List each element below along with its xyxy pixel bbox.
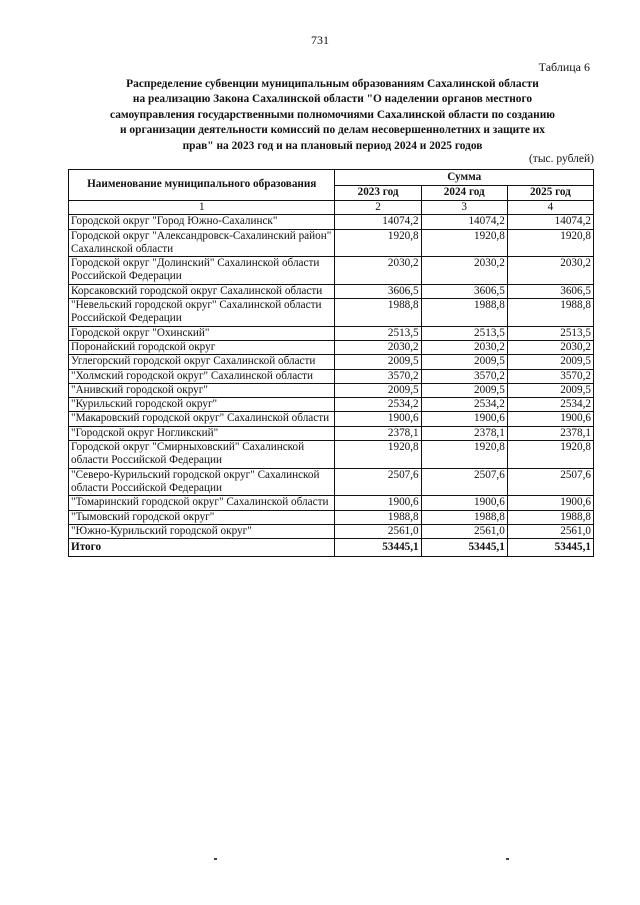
municipality-name: "Курильский городской округ" bbox=[69, 398, 335, 412]
value-2023: 1900,6 bbox=[335, 496, 421, 510]
table-row bbox=[69, 326, 594, 340]
table-row bbox=[69, 398, 594, 412]
value-2024: 2534,2 bbox=[421, 398, 507, 412]
title-line: самоуправления государственными полномочиями Сахалинской области по созданию bbox=[110, 108, 555, 121]
municipality-name: "Макаровский городской округ" Сахалинской области bbox=[69, 412, 335, 426]
value-2024: 3570,2 bbox=[421, 369, 507, 383]
scan-mark bbox=[214, 858, 217, 860]
municipality-name: Городской округ "Долинский" Сахалинской области Российской Федерации bbox=[69, 257, 335, 285]
value-2024: 1988,8 bbox=[421, 510, 507, 524]
scan-mark bbox=[506, 858, 509, 860]
municipality-name: Углегорский городской округ Сахалинской области bbox=[69, 355, 335, 369]
value-2023: 3606,5 bbox=[335, 284, 421, 298]
table-row bbox=[69, 383, 594, 397]
municipality-name: "Анивский городской округ" bbox=[69, 383, 335, 397]
value-2023: 1988,8 bbox=[335, 299, 421, 327]
value-2023: 2534,2 bbox=[335, 398, 421, 412]
municipality-name: Корсаковский городской округ Сахалинской области bbox=[69, 284, 335, 298]
table-row bbox=[69, 510, 594, 524]
value-2025: 2534,2 bbox=[507, 398, 593, 412]
municipality-name: "Северо-Курильский городской округ" Сахалинской области Российской Федерации bbox=[69, 468, 335, 496]
value-2024: 2030,2 bbox=[421, 257, 507, 285]
value-2023: 2507,6 bbox=[335, 468, 421, 496]
value-2025: 2030,2 bbox=[507, 257, 593, 285]
value-2025: 2507,6 bbox=[507, 468, 593, 496]
total-2024: 53445,1 bbox=[421, 539, 507, 557]
index-cell: 1 bbox=[69, 201, 335, 215]
value-2025: 1900,6 bbox=[507, 412, 593, 426]
table-row bbox=[69, 257, 594, 285]
municipality-name: Городской округ "Охинский" bbox=[69, 326, 335, 340]
value-2024: 2378,1 bbox=[421, 426, 507, 440]
value-2025: 3570,2 bbox=[507, 369, 593, 383]
municipality-name: "Невельский городской округ" Сахалинской области Российской Федерации bbox=[69, 299, 335, 327]
value-2024: 1900,6 bbox=[421, 496, 507, 510]
table-row bbox=[69, 229, 594, 257]
value-2024: 2513,5 bbox=[421, 326, 507, 340]
value-2024: 2030,2 bbox=[421, 340, 507, 354]
header-year-2023: 2023 год bbox=[335, 185, 421, 201]
value-2025: 2513,5 bbox=[507, 326, 593, 340]
value-2023: 1920,8 bbox=[335, 229, 421, 257]
table-row bbox=[69, 299, 594, 327]
value-2023: 2030,2 bbox=[335, 257, 421, 285]
municipality-name: "Томаринский городской округ" Сахалинской области bbox=[69, 496, 335, 510]
municipality-name: Городской округ "Смирныховский" Сахалинской области Российской Федерации bbox=[69, 441, 335, 469]
value-2023: 2378,1 bbox=[335, 426, 421, 440]
value-2025: 2009,5 bbox=[507, 383, 593, 397]
value-2024: 1900,6 bbox=[421, 412, 507, 426]
value-2024: 2507,6 bbox=[421, 468, 507, 496]
value-2024: 2009,5 bbox=[421, 383, 507, 397]
unit-note: (тыс. рублей) bbox=[528, 153, 594, 165]
value-2025: 2009,5 bbox=[507, 355, 593, 369]
index-cell: 2 bbox=[335, 201, 421, 215]
value-2024: 1988,8 bbox=[421, 299, 507, 327]
value-2024: 3606,5 bbox=[421, 284, 507, 298]
value-2023: 2513,5 bbox=[335, 326, 421, 340]
value-2025: 14074,2 bbox=[507, 215, 593, 229]
municipality-name: "Тымовский городской округ" bbox=[69, 510, 335, 524]
value-2025: 3606,5 bbox=[507, 284, 593, 298]
municipality-name: Городской округ "Город Южно-Сахалинск" bbox=[69, 215, 335, 229]
value-2025: 1920,8 bbox=[507, 441, 593, 469]
value-2024: 1920,8 bbox=[421, 441, 507, 469]
table-row bbox=[69, 215, 594, 229]
value-2023: 2009,5 bbox=[335, 355, 421, 369]
title-line: на реализацию Закона Сахалинской области "О наделении органов местного bbox=[132, 93, 533, 106]
table-row bbox=[69, 284, 594, 298]
table-row bbox=[69, 441, 594, 469]
title-line: Распределение субвенции муниципальным образованиям Сахалинской области bbox=[126, 78, 539, 90]
table-row bbox=[69, 355, 594, 369]
municipality-name: "Холмский городской округ" Сахалинской области bbox=[69, 369, 335, 383]
total-label: Итого bbox=[69, 539, 335, 557]
total-2023: 53445,1 bbox=[335, 539, 421, 557]
value-2025: 1988,8 bbox=[507, 299, 593, 327]
table-row bbox=[69, 340, 594, 354]
subvention-table bbox=[68, 169, 594, 557]
value-2023: 2009,5 bbox=[335, 383, 421, 397]
value-2025: 1900,6 bbox=[507, 496, 593, 510]
page-number: 731 bbox=[311, 33, 329, 47]
value-2024: 1920,8 bbox=[421, 229, 507, 257]
value-2023: 1920,8 bbox=[335, 441, 421, 469]
value-2023: 1900,6 bbox=[335, 412, 421, 426]
value-2024: 14074,2 bbox=[421, 215, 507, 229]
municipality-name: Городской округ "Александровск-Сахалинский район" Сахалинской области bbox=[69, 229, 335, 257]
value-2023: 2561,0 bbox=[335, 524, 421, 538]
title-line: прав" на 2023 год и на плановый период 2024 и 2025 годов bbox=[182, 139, 483, 152]
value-2023: 1988,8 bbox=[335, 510, 421, 524]
value-2025: 2561,0 bbox=[507, 524, 593, 538]
value-2025: 2378,1 bbox=[507, 426, 593, 440]
header-year-2024: 2024 год bbox=[421, 185, 507, 201]
value-2025: 1988,8 bbox=[507, 510, 593, 524]
table-row bbox=[69, 369, 594, 383]
table-row bbox=[69, 524, 594, 538]
municipality-name: "Городской округ Ногликский" bbox=[69, 426, 335, 440]
header-municipality: Наименование муниципального образования bbox=[69, 170, 335, 201]
value-2023: 14074,2 bbox=[335, 215, 421, 229]
total-2025: 53445,1 bbox=[507, 539, 593, 557]
value-2025: 1920,8 bbox=[507, 229, 593, 257]
header-sum: Сумма bbox=[335, 170, 594, 186]
index-cell: 4 bbox=[507, 201, 593, 215]
total-row bbox=[69, 539, 594, 557]
table-row bbox=[69, 412, 594, 426]
value-2023: 3570,2 bbox=[335, 369, 421, 383]
table-row bbox=[69, 468, 594, 496]
document-title bbox=[70, 77, 595, 154]
header-year-2025: 2025 год bbox=[507, 185, 593, 201]
value-2024: 2009,5 bbox=[421, 355, 507, 369]
table-label: Таблица 6 bbox=[538, 60, 590, 74]
title-line: и организации деятельности комиссий по делам несовершеннолетних и защите их bbox=[120, 124, 545, 137]
municipality-name: "Южно-Курильский городской округ" bbox=[69, 524, 335, 538]
value-2023: 2030,2 bbox=[335, 340, 421, 354]
table-row bbox=[69, 496, 594, 510]
value-2025: 2030,2 bbox=[507, 340, 593, 354]
value-2024: 2561,0 bbox=[421, 524, 507, 538]
index-cell: 3 bbox=[421, 201, 507, 215]
table-row bbox=[69, 426, 594, 440]
municipality-name: Поронайский городской округ bbox=[69, 340, 335, 354]
